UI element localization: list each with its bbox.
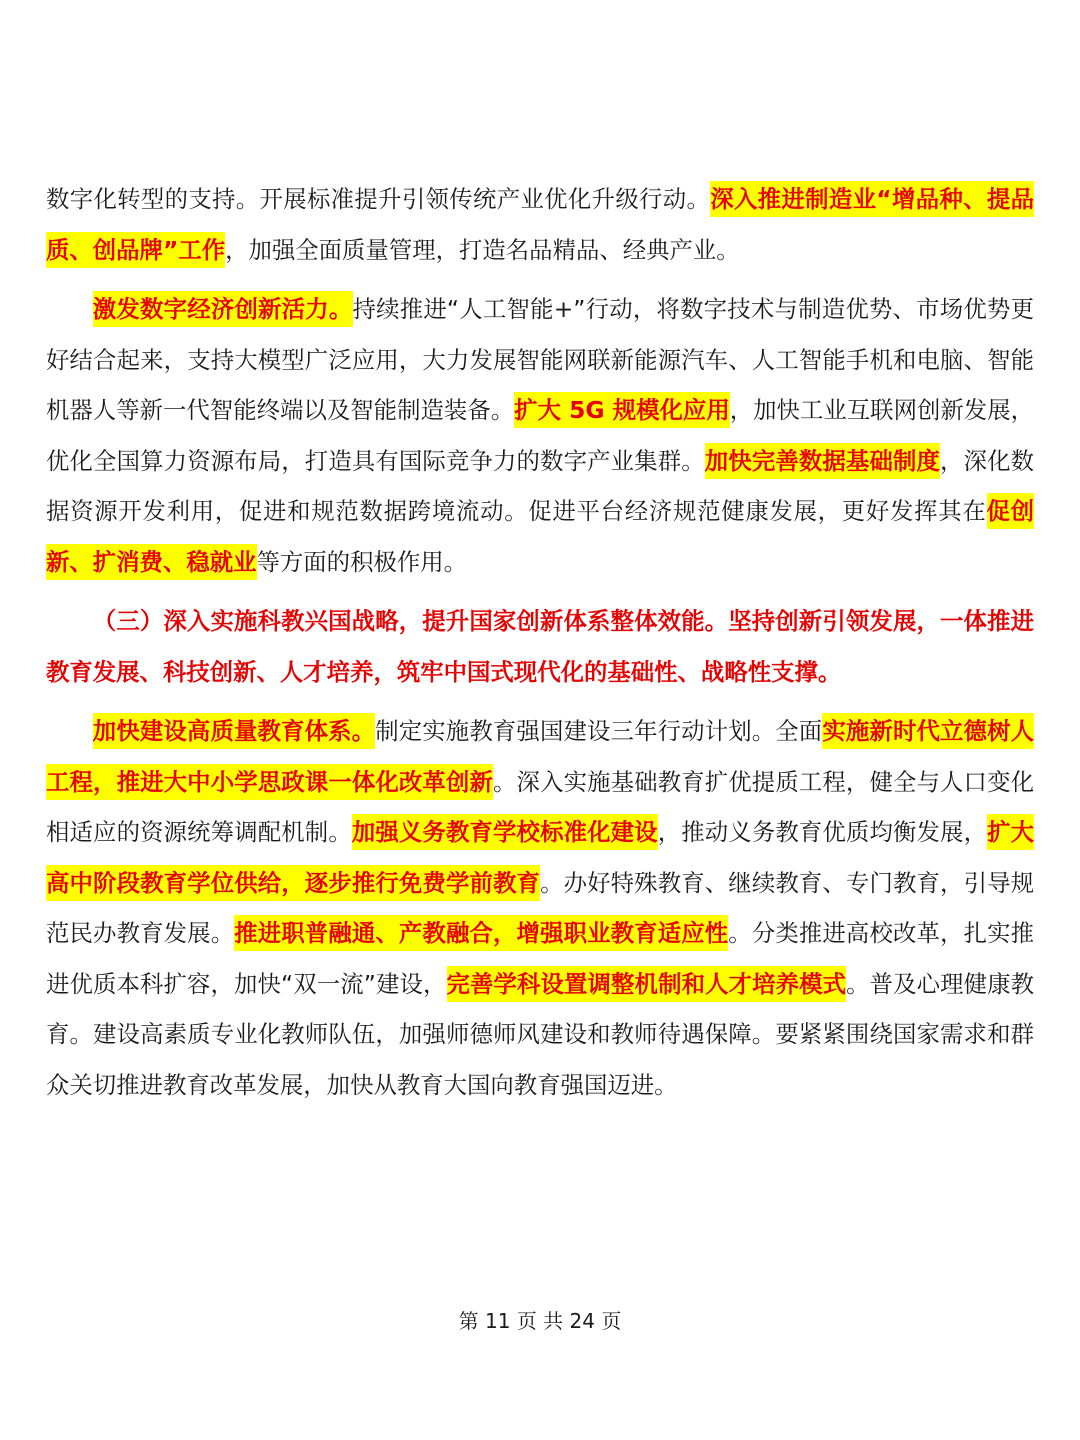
body-text: 。办好特殊教育、继续教育、专门教育，引导规范民办教育发展。 bbox=[46, 868, 1035, 947]
highlighted-phrase: 加快建设高质量教育体系。 bbox=[93, 713, 375, 749]
body-text: 持续推进“人工智能+”行动，将数字技术与制造优势、市场优势更好结合起来，支持大模型广泛应用，大力发展智能网联新能源汽车、人工智能手机和电脑、智能机器人等新一代智能终端以及智能制造装备。 bbox=[46, 295, 1034, 424]
paragraph-digital-transformation bbox=[46, 174, 1034, 275]
highlighted-phrase: 促创新、扩消费、稳就业 bbox=[46, 493, 1034, 580]
highlighted-phrase: 加强义务教育学校标准化建设 bbox=[352, 814, 658, 850]
highlighted-phrase: 完善学科设置调整机制和人才培养模式 bbox=[447, 966, 847, 1002]
highlighted-phrase: 推进职普融通、产教融合，增强职业教育适应性 bbox=[234, 915, 728, 951]
body-text: 。分类推进高校改革，扎实推进优质本科扩容，加快“双一流”建设， bbox=[46, 919, 1035, 998]
highlighted-phrase: 深入推进制造业“增品种、提品质、创品牌”工作 bbox=[46, 181, 1034, 268]
body-text: ，推动义务教育优质均衡发展， bbox=[657, 818, 988, 846]
body-text: 制定实施教育强国建设三年行动计划。全面 bbox=[375, 717, 823, 745]
paragraph-section-three-heading bbox=[46, 596, 1034, 697]
paragraph-digital-economy bbox=[46, 284, 1034, 587]
highlighted-phrase: 实施新时代立德树人工程，推进大中小学思政课一体化改革创新 bbox=[46, 713, 1034, 800]
highlighted-phrase: 扩大 5G 规模化应用 bbox=[514, 392, 730, 428]
paragraph-education-system bbox=[46, 706, 1034, 1110]
body-text: 等方面的积极作用。 bbox=[256, 547, 468, 576]
body-text: 数字化转型的支持。开展标准提升引领传统产业优化升级行动。 bbox=[46, 185, 711, 213]
body-text: ，加快工业互联网创新发展，优化全国算力资源布局，打造具有国际竞争力的数字产业集群。 bbox=[46, 396, 1035, 475]
section-heading-text: （三）深入实施科教兴国战略，提升国家创新体系整体效能。坚持创新引领发展，一体推进教育发展、科技创新、人才培养，筑牢中国式现代化的基础性、战略性支撑。 bbox=[46, 607, 1034, 686]
body-text: 。普及心理健康教育。建设高素质专业化教师队伍，加强师德师风建设和教师待遇保障。要紧紧围绕国家需求和群众关切推进教育改革发展，加快从教育大国向教育强国迈进。 bbox=[46, 969, 1035, 1099]
body-text: ，加强全面质量管理，打造名品精品、经典产业。 bbox=[225, 235, 740, 264]
highlighted-phrase: 激发数字经济创新活力。 bbox=[93, 291, 353, 327]
body-text: ，深化数据资源开发利用，促进和规范数据跨境流动。促进平台经济规范健康发展，更好发挥其在 bbox=[46, 446, 1035, 525]
highlighted-phrase: 加快完善数据基础制度 bbox=[705, 443, 940, 479]
highlighted-phrase: 扩大高中阶段教育学位供给，逐步推行免费学前教育 bbox=[46, 814, 1034, 901]
document-body bbox=[46, 174, 1034, 1110]
page-number-footer: 第 11 页 共 24 页 bbox=[458, 1309, 622, 1333]
body-text: 。深入实施基础教育扩优提质工程，健全与人口变化相适应的资源统筹调配机制。 bbox=[46, 767, 1034, 846]
